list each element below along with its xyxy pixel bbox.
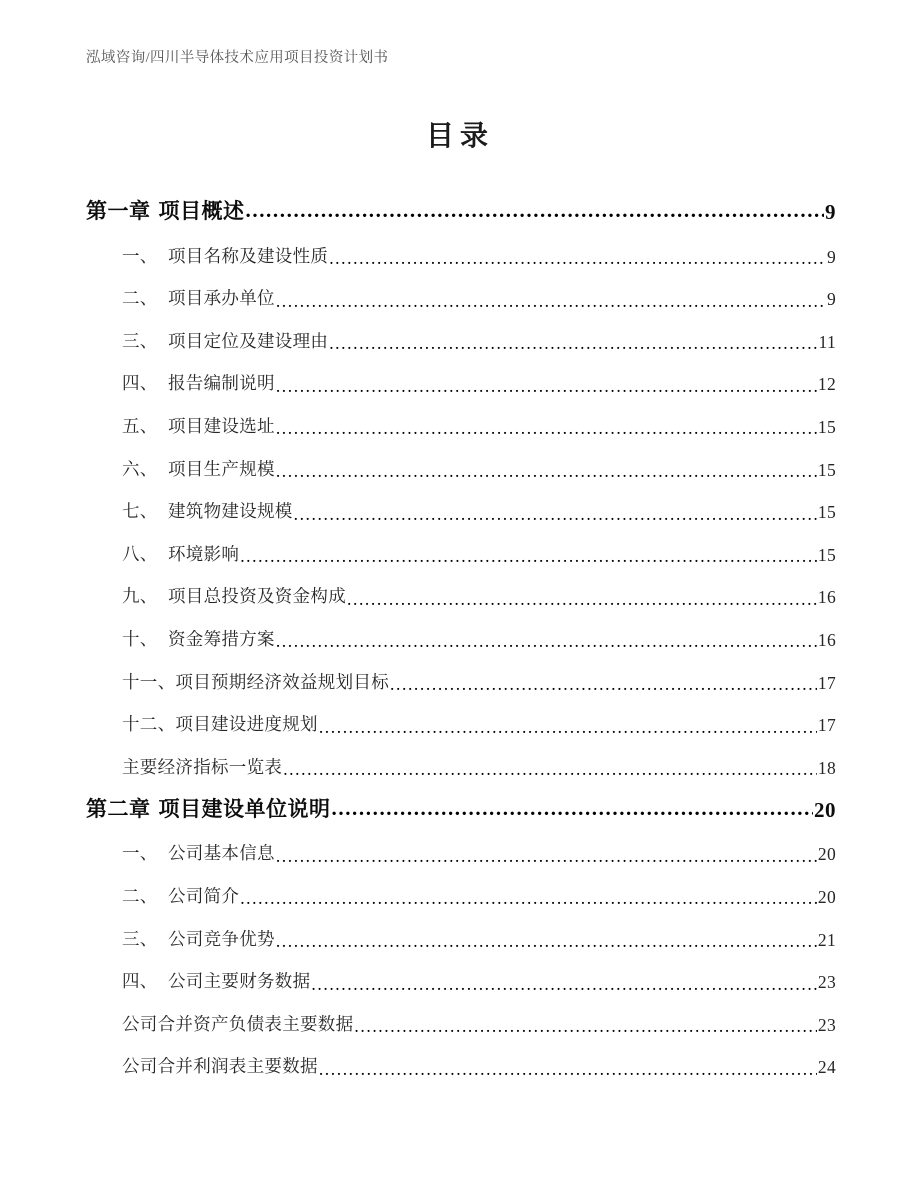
toc-entry-row[interactable] [86,651,836,694]
toc-leader-dots [276,633,817,651]
toc-leader-dots [329,335,817,353]
toc-entry-row[interactable] [86,395,836,438]
toc-entry-row[interactable] [86,908,836,951]
toc-entry-row[interactable] [86,566,836,609]
toc-entry-number: 九、 [122,586,158,607]
toc-entry-label: 项目建设选址 [168,415,275,436]
toc-entry-text [122,243,328,268]
toc-leader-dots [294,506,817,524]
toc-leader-dots [240,890,817,908]
toc-entry-row[interactable] [86,865,836,908]
toc-page-number: 20 [817,844,836,865]
toc-entry-label: 建筑物建设规模 [168,501,293,522]
toc-entry-number: 十、 [122,628,158,649]
toc-entry-text [122,840,275,865]
toc-entry-number: 十一、 [122,671,176,692]
toc-page-number: 20 [817,886,836,907]
toc-entry-row[interactable] [86,993,836,1036]
toc-leader-dots [332,798,814,819]
toc-page-number: 11 [818,331,836,352]
toc-entry-text [122,754,282,779]
toc-leader-dots [319,1061,817,1079]
toc-entry-row[interactable] [86,481,836,524]
toc-entry-label: 资金筹措方案 [168,628,275,649]
toc-entry-number: 十二、 [122,714,176,735]
toc-leader-dots [319,719,817,737]
toc-chapter-label: 项目建设单位说明 [158,796,331,821]
toc-entry-row[interactable] [86,823,836,866]
toc-chapter-number: 第一章 [86,199,151,223]
toc-entry-label: 报告编制说明 [168,373,275,394]
toc-entry-number: 二、 [122,288,158,309]
toc-entry-label: 环境影响 [168,543,240,564]
toc-page-number: 16 [817,587,836,608]
toc-entry-text [122,541,239,566]
toc-page-number: 15 [817,416,836,437]
toc-entry-text [122,285,275,310]
toc-page-number: 15 [817,544,836,565]
toc-entry-label: 项目承办单位 [168,288,275,309]
toc-page-number: 23 [817,1014,836,1035]
toc-leader-dots [276,293,826,311]
toc-page-number: 9 [826,289,836,310]
toc-leader-dots [240,548,817,566]
toc-entry-number: 一、 [122,843,158,864]
toc-entry-row[interactable] [86,353,836,396]
toc-entry-row[interactable] [86,268,836,311]
toc-entry-number: 三、 [122,330,158,351]
toc-entry-row[interactable] [86,523,836,566]
toc-entry-text [122,926,275,951]
toc-page-number: 17 [817,715,836,736]
toc-entry-number: 八、 [122,543,158,564]
toc-leader-dots [311,976,816,994]
toc-chapter-row[interactable] [86,779,836,823]
toc-leader-dots [276,378,817,396]
toc-entry-row[interactable] [86,694,836,737]
toc-page-number: 15 [817,502,836,523]
toc-entry-row[interactable] [86,310,836,353]
toc-entry-text [122,328,328,353]
toc-entry-text [122,456,275,481]
toc-entry-text [122,968,310,993]
toc-entry-number: 七、 [122,501,158,522]
toc-leader-dots [246,200,825,221]
toc-chapter-row[interactable] [86,181,836,225]
toc-entry-text [122,626,275,651]
toc-entry-number: 五、 [122,415,158,436]
toc-entry-label: 项目名称及建设性质 [168,245,329,266]
toc-entry-row[interactable] [86,225,836,268]
toc-entry-text [122,370,275,395]
toc-page-number: 12 [817,374,836,395]
toc-entry-text [122,1011,353,1036]
toc-leader-dots [347,591,817,609]
toc-entry-label: 项目建设进度规划 [175,714,318,735]
toc-leader-dots [276,848,817,866]
toc-entry-row[interactable] [86,951,836,994]
toc-chapter-label: 项目概述 [158,199,245,223]
toc-entry-label: 项目定位及建设理由 [168,330,329,351]
toc-entry-number: 一、 [122,245,158,266]
toc-page-number: 9 [825,200,836,224]
toc-page-number: 18 [817,757,836,778]
toc-entry-number: 四、 [122,971,158,992]
toc-entry-number: 三、 [122,928,158,949]
toc-entry-number: 二、 [122,885,158,906]
toc-leader-dots [276,933,817,951]
document-header: 泓域咨询/四川半导体技术应用项目投资计划书 [86,50,389,66]
toc-entry-label: 公司合并利润表主要数据 [122,1056,318,1077]
toc-page-number: 20 [814,797,836,822]
toc-leader-dots [283,761,817,779]
toc-entry-text [122,498,293,523]
toc-entry-text [122,883,239,908]
toc-page-number: 23 [817,972,836,993]
toc-entry-label: 项目生产规模 [168,458,275,479]
toc-leader-dots [390,676,817,694]
toc-entry-number: 六、 [122,458,158,479]
toc-entry-label: 公司合并资产负债表主要数据 [122,1013,354,1034]
toc-entry-text [86,195,245,225]
toc-entry-text [122,669,389,694]
toc-entry-label: 项目总投资及资金构成 [168,586,346,607]
toc-entry-text [122,583,346,608]
toc-leader-dots [329,250,826,268]
toc-page-number: 15 [817,459,836,480]
toc-entry-label: 项目预期经济效益规划目标 [175,671,390,692]
toc-entry-row[interactable] [86,1036,836,1079]
toc-entry-row[interactable] [86,736,836,779]
toc-entry-text [86,793,331,823]
toc-chapter-number: 第二章 [86,796,151,821]
toc-entry-label: 主要经济指标一览表 [122,756,283,777]
toc-leader-dots [276,420,817,438]
page-title: 目录 [425,121,494,152]
toc-page-number: 24 [817,1057,836,1078]
toc-entry-text [122,413,275,438]
toc-entry-label: 公司主要财务数据 [168,971,311,992]
toc-page-number: 21 [817,929,836,950]
toc-page-number: 9 [826,246,836,267]
toc-entry-row[interactable] [86,438,836,481]
toc-page-number: 17 [817,672,836,693]
toc-entry-label: 公司基本信息 [168,843,275,864]
table-of-contents [86,181,836,1078]
toc-entry-text [122,711,318,736]
toc-entry-number: 四、 [122,373,158,394]
toc-page-number: 16 [817,629,836,650]
toc-entry-row[interactable] [86,608,836,651]
toc-leader-dots [354,1018,816,1036]
toc-entry-text [122,1053,318,1078]
toc-leader-dots [276,463,817,481]
toc-entry-label: 公司简介 [168,885,240,906]
toc-entry-label: 公司竞争优势 [168,928,275,949]
